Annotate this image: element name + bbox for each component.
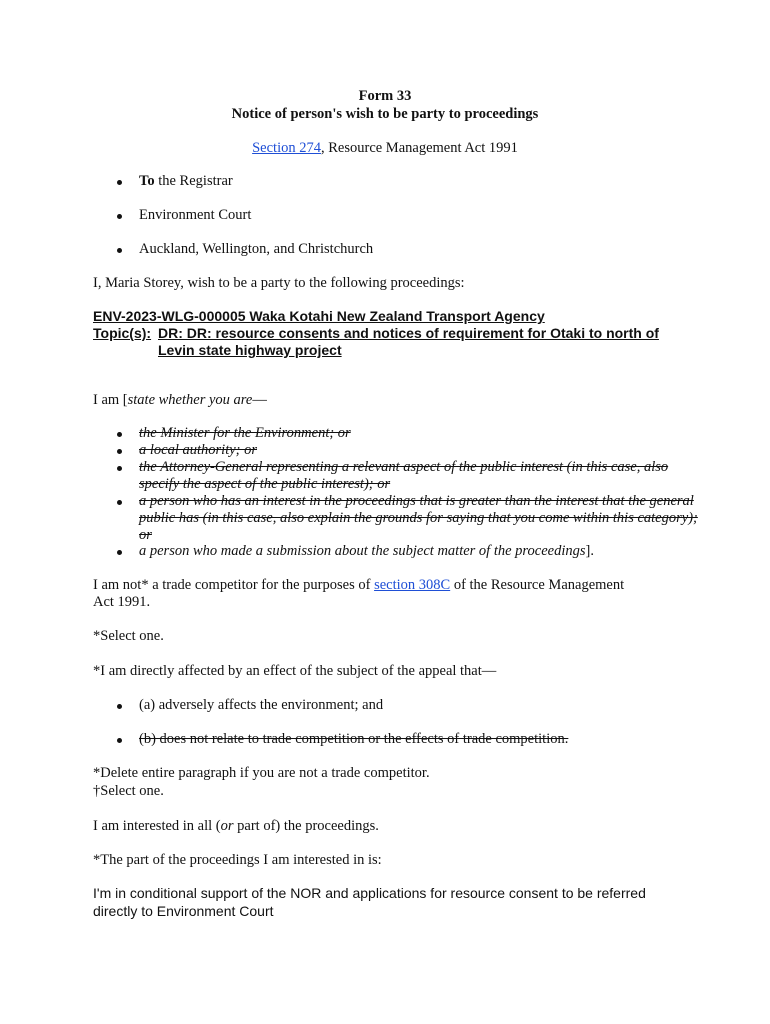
statutory-reference	[0, 140, 770, 157]
to-label: To	[139, 173, 155, 189]
select-one-note: *Select one.	[93, 628, 164, 644]
recipient-locations: Auckland, Wellington, and Christchurch	[139, 241, 374, 257]
status-option-greater-interest: a person who has an interest in the proceedings that is greater than the interest that the general public has (in this case, also explain the grounds for saying that you come within this category); or	[139, 493, 698, 543]
bullet-icon	[117, 180, 122, 185]
interest-answer-line-1: I'm in conditional support of the NOR and applications for resource consent to be referred	[93, 885, 646, 901]
trade-line1-after: of the Resource Management	[450, 577, 625, 593]
bullet-icon	[117, 466, 122, 471]
bullet-icon	[117, 550, 122, 555]
affected-item-b: (b) does not relate to trade competition or the effects of trade competition.	[139, 731, 569, 747]
bullet-icon	[117, 500, 122, 505]
interest-after: part of) the proceedings.	[233, 818, 379, 834]
part-interested-label: *The part of the proceedings I am interested in is:	[93, 852, 382, 868]
topics-label: Topic(s):	[93, 325, 152, 341]
status-lead-italic: state whether you are	[127, 392, 253, 408]
status-option-minister: the Minister for the Environment; or	[139, 425, 351, 441]
bullet-icon	[117, 738, 122, 743]
recipient-to	[139, 173, 233, 190]
intro-text: I, Maria Storey, wish to be a party to the following proceedings:	[93, 275, 465, 291]
status-lead-plain: I am [	[93, 392, 128, 408]
case-line: ENV-2023-WLG-000005 Waka Kotahi New Zealand Transport Agency	[93, 308, 545, 324]
status-option-submitter	[139, 543, 594, 560]
dagger-select-note: †Select one.	[93, 783, 164, 799]
bullet-icon	[117, 432, 122, 437]
interest-answer-line-2: directly to Environment Court	[93, 903, 274, 919]
interest-italic: or	[220, 818, 234, 834]
status-lead-dash: —	[252, 392, 267, 408]
form-number: Form 33	[358, 88, 412, 104]
recipient-court: Environment Court	[139, 207, 252, 223]
act-text: , Resource Management Act 1991	[320, 140, 518, 156]
status-option-submitter-text: a person who made a submission about the subject matter of the proceedings	[139, 543, 586, 559]
to-rest: the Registrar	[154, 173, 233, 189]
affected-item-a: (a) adversely affects the environment; and	[139, 697, 384, 713]
trade-line-2: Act 1991.	[93, 594, 151, 610]
affected-intro: *I am directly affected by an effect of the subject of the appeal that—	[93, 663, 497, 679]
delete-paragraph-note: *Delete entire paragraph if you are not a trade competitor.	[93, 765, 430, 781]
trade-line1-before: I am not* a trade competitor for the purposes of	[93, 577, 375, 593]
bullet-icon	[117, 449, 122, 454]
section-274-link[interactable]: Section 274	[252, 140, 321, 156]
status-lead	[93, 392, 267, 409]
status-option-local-authority: a local authority; or	[139, 442, 258, 458]
bullet-icon	[117, 248, 122, 253]
interest-statement	[93, 818, 379, 835]
bullet-icon	[117, 704, 122, 709]
form-title: Notice of person's wish to be party to proceedings	[231, 106, 539, 122]
section-308c-link[interactable]: section 308C	[374, 577, 451, 593]
bullet-icon	[117, 214, 122, 219]
interest-before: I am interested in all (	[93, 818, 221, 834]
topics-line-1: DR: DR: resource consents and notices of requirement for Otaki to north of	[158, 325, 659, 341]
status-option-attorney-general: the Attorney-General representing a relevant aspect of the public interest (in this case, also specify the aspect of the public interest); or	[139, 459, 669, 492]
status-closing-bracket: ].	[585, 543, 594, 559]
trade-competitor-statement	[93, 577, 624, 594]
topics-line-2: Levin state highway project	[158, 342, 342, 358]
